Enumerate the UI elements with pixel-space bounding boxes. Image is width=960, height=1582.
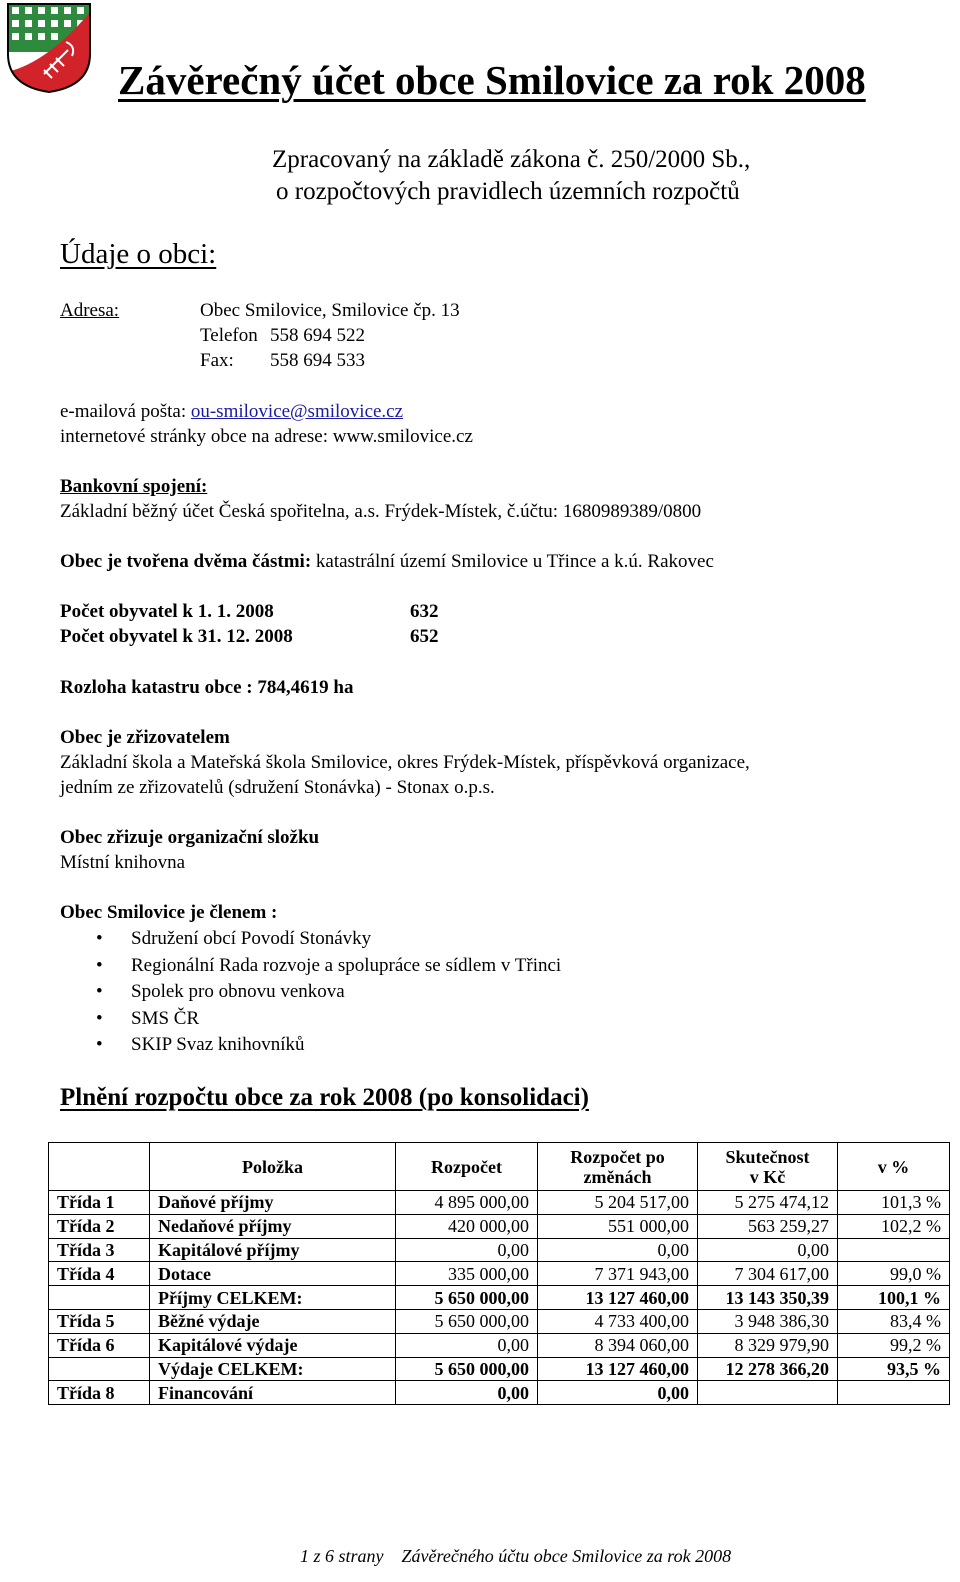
- table-row: [49, 1238, 950, 1262]
- cell-item: Financování: [150, 1381, 396, 1405]
- footer-page-number: 1 z 6 strany: [300, 1546, 384, 1566]
- email-link[interactable]: ou-smilovice@smilovice.cz: [190, 401, 404, 422]
- population-label-end: Počet obyvatel k 31. 12. 2008: [60, 626, 293, 647]
- cell-actual: 0,00: [698, 1238, 838, 1262]
- cell-actual: 3 948 386,30: [698, 1309, 838, 1333]
- cell-budget-changed: 13 127 460,00: [538, 1286, 698, 1310]
- email-line: [60, 401, 403, 423]
- members-list: [96, 926, 561, 1059]
- cell-actual: 7 304 617,00: [698, 1262, 838, 1286]
- header-line: Rozpočet po: [570, 1146, 665, 1167]
- cell-budget: 335 000,00: [396, 1262, 538, 1286]
- cell-class: Třída 5: [49, 1309, 150, 1333]
- cell-item: Daňové příjmy: [150, 1191, 396, 1215]
- cell-actual: 5 275 474,12: [698, 1191, 838, 1215]
- cell-budget-changed: 5 204 517,00: [538, 1191, 698, 1215]
- cell-percent: 102,2 %: [838, 1214, 950, 1238]
- cell-actual: 8 329 979,90: [698, 1333, 838, 1357]
- cell-item: Příjmy CELKEM:: [150, 1286, 396, 1310]
- cell-actual: 12 278 366,20: [698, 1357, 838, 1381]
- footer-doc-title: Závěrečného účtu obce Smilovice za rok 2008: [401, 1546, 732, 1566]
- header-cell-budget: Rozpočet: [396, 1143, 538, 1191]
- bank-value: Základní běžný účet Česká spořitelna, a.s. Frýdek-Místek, č.účtu: 1680989389/0800: [60, 501, 702, 522]
- cell-budget-changed: 4 733 400,00: [538, 1309, 698, 1333]
- municipality-crest-logo: [6, 2, 92, 94]
- cell-class: Třída 4: [49, 1262, 150, 1286]
- address-label: Adresa:: [60, 300, 120, 321]
- page-footer: [300, 1546, 731, 1567]
- bank-label: Bankovní spojení:: [60, 476, 208, 497]
- population-label-start: Počet obyvatel k 1. 1. 2008: [60, 601, 274, 622]
- cell-actual: 563 259,27: [698, 1214, 838, 1238]
- header-line: změnách: [583, 1166, 652, 1187]
- cell-class: Třída 6: [49, 1333, 150, 1357]
- web-line: internetové stránky obce na adrese: www.smilovice.cz: [60, 426, 473, 447]
- cell-item: Nedaňové příjmy: [150, 1214, 396, 1238]
- parts-label: Obec je tvořena dvěma částmi:: [60, 551, 312, 572]
- cell-budget: 0,00: [396, 1381, 538, 1405]
- table-row: [49, 1381, 950, 1405]
- founder-label: Obec je zřizovatelem: [60, 727, 230, 748]
- parts-line: [60, 551, 714, 573]
- cell-percent: 93,5 %: [838, 1357, 950, 1381]
- cell-percent: 100,1 %: [838, 1286, 950, 1310]
- budget-heading: Plnění rozpočtu obce za rok 2008 (po konsolidaci): [60, 1084, 589, 1111]
- cell-percent: [838, 1381, 950, 1405]
- cell-item: Běžné výdaje: [150, 1309, 396, 1333]
- cell-budget-changed: 13 127 460,00: [538, 1357, 698, 1381]
- table-row: [49, 1333, 950, 1357]
- header-cell-actual: [698, 1143, 838, 1191]
- header-cell-percent: v %: [838, 1143, 950, 1191]
- cell-item: Kapitálové výdaje: [150, 1333, 396, 1357]
- header-cell-item: Položka: [150, 1143, 396, 1191]
- list-item: • SKIP Svaz knihovníků: [96, 1032, 561, 1059]
- cell-budget-changed: 8 394 060,00: [538, 1333, 698, 1357]
- cadastral-area: Rozloha katastru obce : 784,4619 ha: [60, 677, 354, 698]
- cell-item: Výdaje CELKEM:: [150, 1357, 396, 1381]
- cell-item: Dotace: [150, 1262, 396, 1286]
- fax-value: 558 694 533: [270, 350, 365, 371]
- org-unit-label: Obec zřizuje organizační složku: [60, 827, 320, 848]
- cell-budget-changed: 0,00: [538, 1381, 698, 1405]
- cell-budget: 0,00: [396, 1333, 538, 1357]
- cell-budget-changed: 551 000,00: [538, 1214, 698, 1238]
- population-value-end: 652: [410, 626, 439, 647]
- cell-percent: 83,4 %: [838, 1309, 950, 1333]
- cell-budget-changed: 0,00: [538, 1238, 698, 1262]
- cell-percent: [838, 1238, 950, 1262]
- table-row: [49, 1309, 950, 1333]
- founder-line-1: Základní škola a Mateřská škola Smilovice, okres Frýdek-Místek, příspěvková organizace,: [60, 752, 750, 773]
- cell-actual: [698, 1381, 838, 1405]
- cell-percent: 99,2 %: [838, 1333, 950, 1357]
- cell-budget: 0,00: [396, 1238, 538, 1262]
- cell-budget: 4 895 000,00: [396, 1191, 538, 1215]
- header-cell-budget-changed: [538, 1143, 698, 1191]
- cell-budget: 420 000,00: [396, 1214, 538, 1238]
- fax-label: Fax:: [200, 350, 234, 371]
- founder-line-2: jedním ze zřizovatelů (sdružení Stonávka) - Stonax o.p.s.: [60, 777, 495, 798]
- cell-percent: 101,3 %: [838, 1191, 950, 1215]
- phone-label: Telefon: [200, 325, 258, 346]
- budget-table: [48, 1142, 950, 1405]
- email-label: e-mailová pošta:: [60, 401, 187, 422]
- cell-budget: 5 650 000,00: [396, 1309, 538, 1333]
- cell-class: Třída 8: [49, 1381, 150, 1405]
- list-item: • Sdružení obcí Povodí Stonávky: [96, 926, 561, 953]
- list-item: • SMS ČR: [96, 1006, 561, 1033]
- cell-class: [49, 1286, 150, 1310]
- cell-budget: 5 650 000,00: [396, 1357, 538, 1381]
- cell-item: Kapitálové příjmy: [150, 1238, 396, 1262]
- cell-class: [49, 1357, 150, 1381]
- table-row: [49, 1286, 950, 1310]
- table-row: [49, 1262, 950, 1286]
- org-unit-value: Místní knihovna: [60, 852, 186, 873]
- list-item: • Regionální Rada rozvoje a spolupráce se sídlem v Třinci: [96, 953, 561, 980]
- section-heading-udaje: Údaje o obci:: [60, 238, 217, 270]
- cell-budget: 5 650 000,00: [396, 1286, 538, 1310]
- cell-class: Třída 3: [49, 1238, 150, 1262]
- header-line: Skutečnost: [725, 1146, 810, 1167]
- document-title: Závěrečný účet obce Smilovice za rok 2008: [118, 57, 866, 103]
- table-body: [49, 1191, 950, 1405]
- table-row: [49, 1357, 950, 1381]
- members-label: Obec Smilovice je členem :: [60, 902, 278, 923]
- phone-value: 558 694 522: [270, 325, 365, 346]
- header-line: v Kč: [749, 1166, 786, 1187]
- cell-percent: 99,0 %: [838, 1262, 950, 1286]
- cell-actual: 13 143 350,39: [698, 1286, 838, 1310]
- table-row: [49, 1214, 950, 1238]
- table-header-row: [49, 1143, 950, 1191]
- population-value-start: 632: [410, 601, 439, 622]
- table-row: [49, 1191, 950, 1215]
- parts-value: katastrální území Smilovice u Třince a k.ú. Rakovec: [311, 551, 714, 572]
- cell-class: Třída 1: [49, 1191, 150, 1215]
- subtitle-line-2: o rozpočtových pravidlech územních rozpočtů: [276, 178, 740, 205]
- list-item: • Spolek pro obnovu venkova: [96, 979, 561, 1006]
- header-cell-class: [49, 1143, 150, 1191]
- cell-budget-changed: 7 371 943,00: [538, 1262, 698, 1286]
- subtitle-line-1: Zpracovaný na základě zákona č. 250/2000 Sb.,: [272, 146, 751, 173]
- cell-class: Třída 2: [49, 1214, 150, 1238]
- address-value: Obec Smilovice, Smilovice čp. 13: [200, 300, 460, 321]
